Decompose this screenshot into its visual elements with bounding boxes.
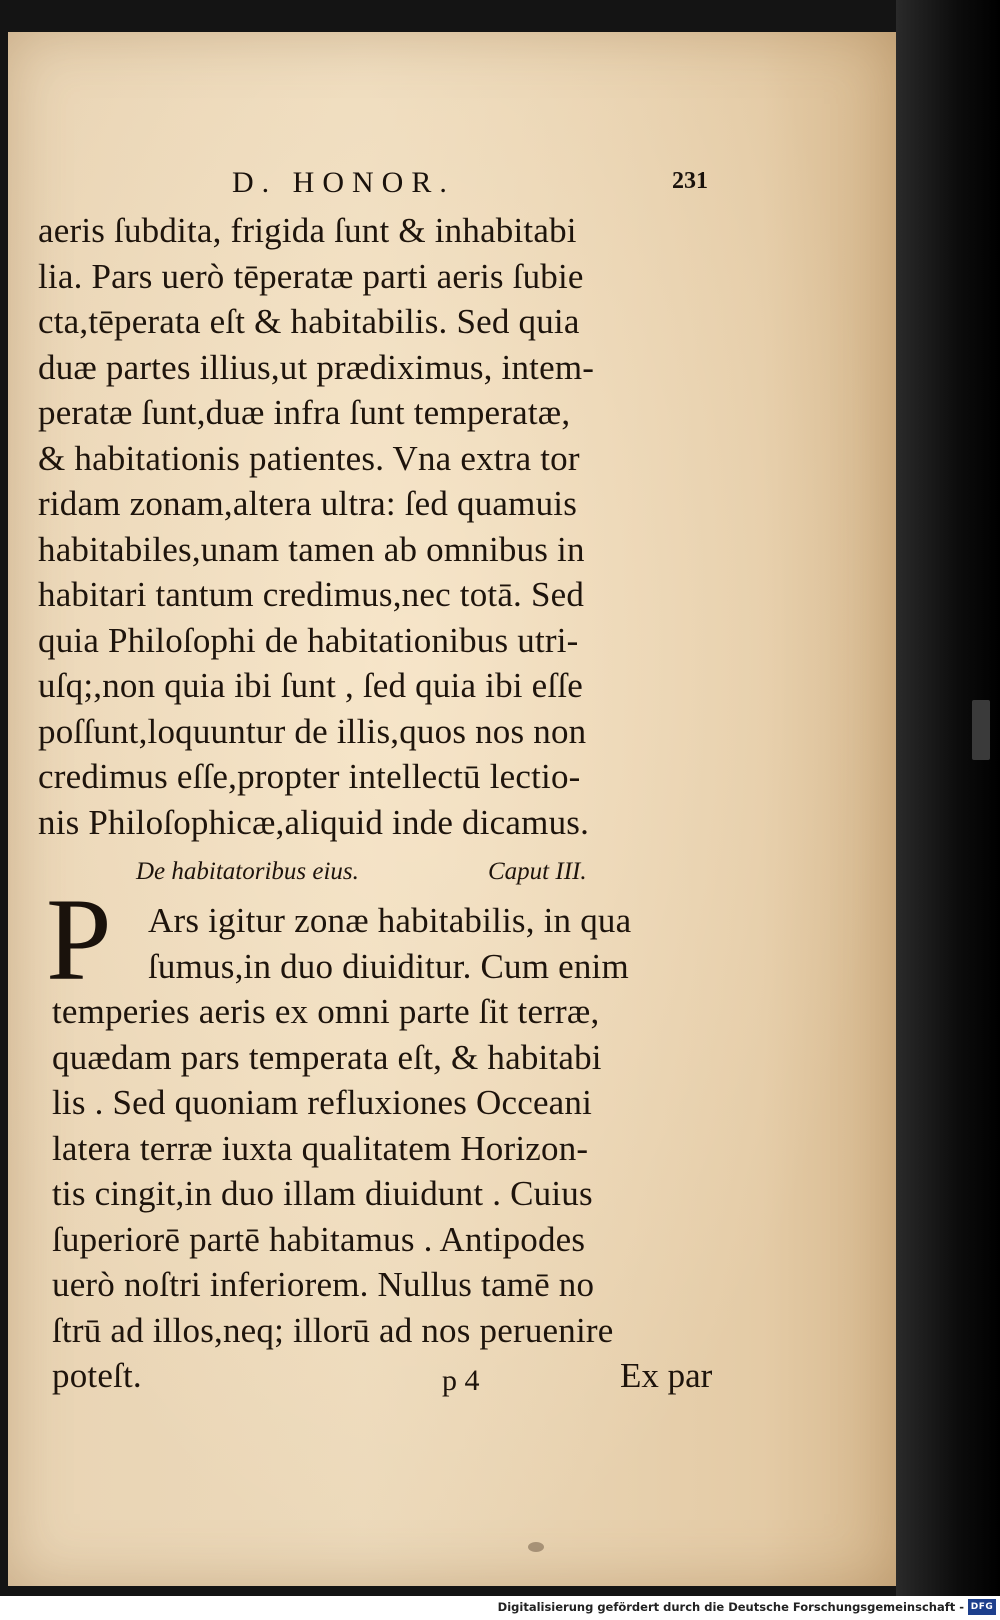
catchword: Ex par	[620, 1356, 713, 1395]
text-line: habitabiles,unam tamen ab omnibus in	[38, 529, 585, 569]
text-line: credimus eſſe,propter intellectū lectio-	[38, 757, 581, 796]
digitization-footer	[0, 1596, 1000, 1620]
text-line: uſq;,non quia ibi ſunt , ſed quia ibi eſſe	[38, 666, 583, 705]
text-line: ridam zonam,altera ultra: ſed quamuis	[38, 484, 578, 523]
book-page	[8, 32, 896, 1586]
page-number: 231	[672, 168, 708, 194]
text-line: cta,tēperata eſt & habitabilis. Sed quia	[38, 302, 580, 341]
book-clip	[972, 700, 990, 760]
text-line: tis cingit,in duo illam diuidunt . Cuius	[52, 1174, 593, 1213]
text-line: Ars igitur zonæ habitabilis, in qua	[148, 901, 632, 940]
running-head-title: D. HONOR.	[232, 166, 455, 199]
text-line: quia Philoſophi de habitationibus utri-	[38, 620, 579, 660]
chapter-heading	[136, 858, 696, 892]
chapter-title: De habitatoribus eius.	[136, 858, 359, 885]
paper-stain	[528, 1542, 544, 1552]
dfg-logo: DFG	[968, 1599, 996, 1615]
text-line: ſuperiorē partē habitamus . Antipodes	[52, 1219, 586, 1259]
text-line: ſumus,in duo diuiditur. Cum enim	[148, 946, 629, 986]
text-line: nis Philoſophicæ,aliquid inde dicamus.	[38, 802, 590, 842]
text-line: habitari tantum credimus,nec totā. Sed	[38, 575, 585, 614]
signature-mark: p 4	[442, 1364, 480, 1397]
text-line: aeris ſubdita, frigida ſunt & inhabitabi	[38, 211, 577, 250]
text-line: poteſt.	[52, 1356, 142, 1395]
text-line: & habitationis patientes. Vna extra tor	[38, 438, 580, 478]
paragraph-1	[38, 208, 738, 845]
paragraph-2	[52, 898, 752, 1399]
text-line: duæ partes illius,ut prædiximus, intem-	[38, 347, 595, 387]
book-spine-shadow	[896, 0, 1000, 1596]
text-line: temperies aeris ex omni parte ſit terræ,	[52, 992, 600, 1031]
text-line: peratæ ſunt,duæ infra ſunt temperatæ,	[38, 393, 571, 432]
text-line: ſtrū ad illos,neq; illorū ad nos peruenire	[52, 1310, 614, 1350]
text-line: poſſunt,loquuntur de illis,quos nos non	[38, 711, 587, 751]
chapter-number: Caput III.	[488, 858, 587, 885]
text-line: latera terræ iuxta qualitatem Horizon-	[52, 1128, 589, 1168]
text-line: lis . Sed quoniam refluxiones Occeani	[52, 1083, 593, 1122]
drop-capital: P	[46, 874, 112, 1005]
running-head	[8, 166, 896, 206]
text-line: quædam pars temperata eſt, & habitabi	[52, 1037, 602, 1077]
text-line: lia. Pars uerò tēperatæ parti aeris ſubie	[38, 256, 584, 296]
text-line: uerò noſtri inferiorem. Nullus tamē no	[52, 1265, 595, 1304]
funding-credit: Digitalisierung gefördert durch die Deutsche Forschungsgemeinschaft -	[497, 1600, 964, 1614]
